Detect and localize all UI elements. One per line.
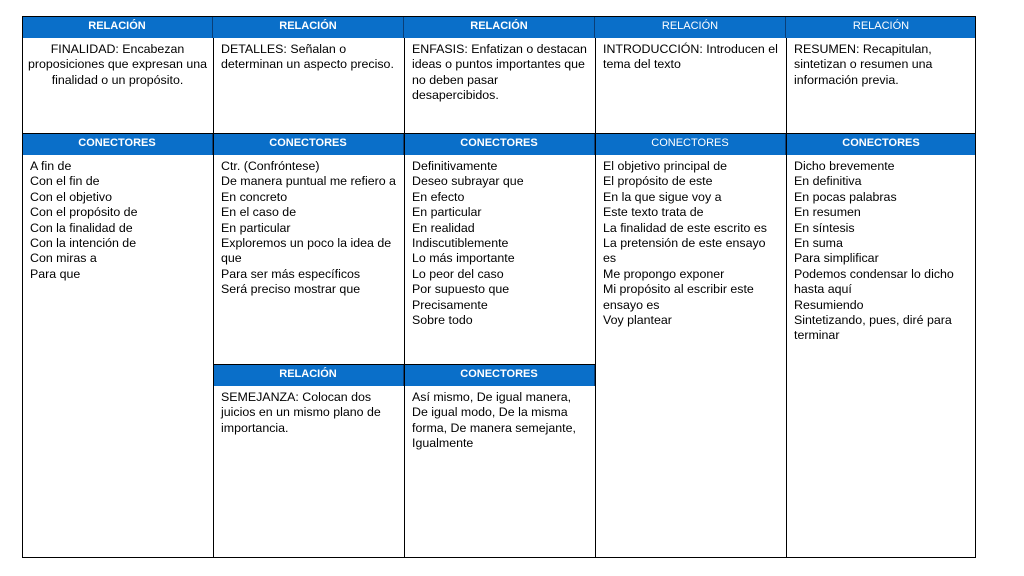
connectors-finalidad: A fin de Con el fin de Con el objetivo Con el propósito de Con la finalidad de Con la intención de Con miras a Para que	[30, 159, 138, 281]
connectors-semejanza: Así mismo, De igual manera, De igual modo, De la misma forma, De manera semejante, Igualmente	[412, 390, 576, 451]
column-divider	[595, 38, 596, 558]
row-divider	[213, 364, 595, 365]
header-connectors-4: CONECTORES	[595, 133, 786, 155]
relation-finalidad: FINALIDAD: Encabezan proposiciones que expresan una finalidad o un propósito.	[27, 42, 208, 87]
header-connectors-1: CONECTORES	[22, 133, 213, 155]
header-connectors-3: CONECTORES	[404, 133, 595, 155]
row-divider	[22, 133, 976, 134]
connectors-enfasis: Definitivamente Deseo subrayar que En efecto En particular En realidad Indiscutiblemente Lo más importante Lo peor del caso Por supuesto que Precisamente Sobre todo	[412, 159, 524, 328]
connectors-detalles: Ctr. (Confróntese) De manera puntual me refiero a En concreto En el caso de En particular Exploremos un poco la idea de que Para ser más específicos Será preciso mostrar que	[221, 159, 396, 297]
column-divider	[786, 38, 787, 558]
header-relation-1: RELACIÓN	[22, 16, 213, 38]
header-relation-2: RELACIÓN	[213, 16, 404, 38]
header-relation-semejanza: RELACIÓN	[213, 364, 404, 386]
connectors-resumen: Dicho brevemente En definitiva En pocas palabras En resumen En síntesis En suma Para simplificar Podemos condensar lo dicho hasta aquí Resumiendo Sintetizando, pues, diré para terminar	[794, 159, 954, 343]
relation-introduccion: INTRODUCCIÓN: Introducen el tema del texto	[603, 42, 778, 72]
connectors-introduccion: El objetivo principal de El propósito de este En la que sigue voy a Este texto trata de La finalidad de este escrito es La pretensión de este ensayo es Me propongo exponer Mi propósito al escribir este ensayo es Voy plantear	[603, 159, 767, 328]
column-divider	[404, 38, 405, 558]
header-connectors-semejanza: CONECTORES	[404, 364, 595, 386]
header-relation-5: RELACIÓN	[786, 16, 976, 38]
header-connectors-2: CONECTORES	[213, 133, 404, 155]
relation-semejanza: SEMEJANZA: Colocan dos juicios en un mismo plano de importancia.	[221, 390, 381, 435]
header-relation-3: RELACIÓN	[404, 16, 595, 38]
relation-detalles: DETALLES: Señalan o determinan un aspecto preciso.	[221, 42, 394, 72]
header-relation-4: RELACIÓN	[595, 16, 786, 38]
header-connectors-5: CONECTORES	[786, 133, 976, 155]
column-divider	[213, 38, 214, 558]
relation-enfasis: ENFASIS: Enfatizan o destacan ideas o puntos importantes que no deben pasar desapercibidos.	[412, 42, 587, 103]
relation-resumen: RESUMEN: Recapitulan, sintetizan o resumen una información previa.	[794, 42, 933, 87]
